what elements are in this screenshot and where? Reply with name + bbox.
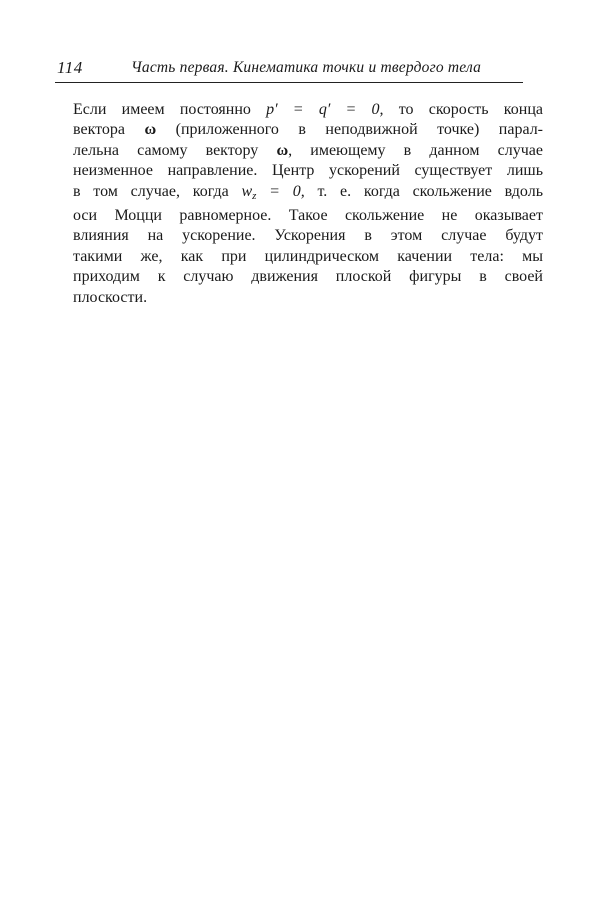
text-segment: неизменное направление. Центр ускорений существует лишь	[73, 162, 543, 180]
text-segment: в том случае, когда	[73, 182, 242, 200]
text-line-7	[73, 226, 543, 246]
text-line-2	[73, 120, 543, 140]
text-line-3	[73, 141, 543, 161]
text-line-6	[73, 206, 543, 226]
text-segment: т. е. когда скольжение вдоль	[304, 182, 543, 200]
text-segment: плоскости.	[73, 288, 148, 306]
text-segment: , имеющему в данном случае	[288, 141, 543, 159]
running-title: Часть первая. Кинематика точки и твердого тела	[131, 59, 482, 76]
formula-w: w	[241, 182, 253, 200]
text-segment: такими же, как при цилиндрическом качении тела: мы	[73, 247, 543, 265]
text-line-8	[73, 247, 543, 267]
omega-symbol: ω	[144, 121, 157, 139]
body-paragraph	[73, 100, 543, 308]
text-line-5	[73, 182, 543, 206]
text-segment: (приложенного в неподвижной точке) парал-	[156, 121, 543, 139]
formula-p-q: p′ = q′ = 0,	[266, 101, 384, 118]
text-segment: влияния на ускорение. Ускорения в этом случае будут	[73, 227, 543, 245]
formula-subscript-z: z	[252, 189, 257, 202]
text-segment: то скорость конца	[383, 101, 543, 118]
page-number: 114	[57, 58, 83, 77]
text-line-1	[73, 100, 543, 120]
text-line-4	[73, 161, 543, 181]
page-header	[57, 56, 527, 80]
text-line-9	[73, 267, 543, 287]
text-segment: вектора	[73, 121, 145, 139]
formula-equals-zero: = 0,	[256, 182, 305, 200]
omega-symbol: ω	[276, 141, 289, 159]
text-segment: лельна самому вектору	[73, 141, 277, 159]
text-line-10	[73, 288, 543, 308]
text-segment: Если имеем постоянно	[73, 101, 267, 118]
header-rule	[55, 82, 523, 83]
text-segment: оси Моцци равномерное. Такое скольжение не оказывает	[73, 207, 543, 225]
text-segment: приходим к случаю движения плоской фигуры в своей	[73, 268, 543, 286]
